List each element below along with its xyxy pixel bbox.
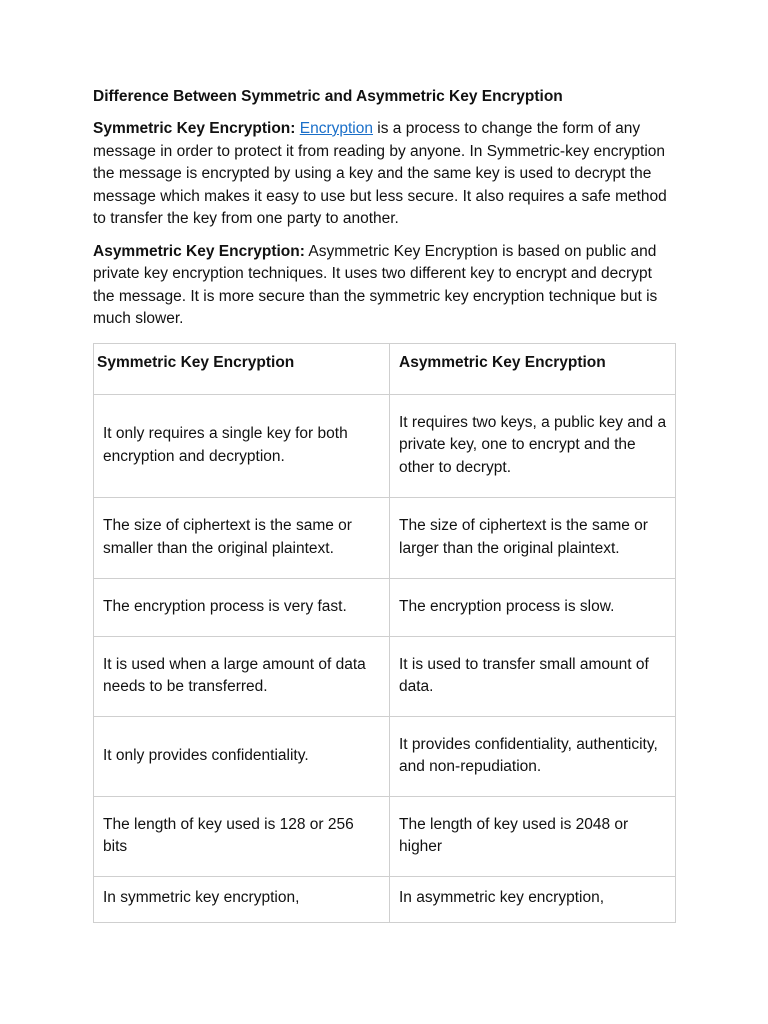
table-row <box>94 394 676 497</box>
table-row <box>94 636 676 716</box>
symmetric-lead: Symmetric Key Encryption: <box>93 120 296 137</box>
cell-asymmetric: It is used to transfer small amount of data. <box>390 636 676 716</box>
cell-asymmetric: The encryption process is slow. <box>390 578 676 636</box>
cell-symmetric: In symmetric key encryption, <box>94 876 390 922</box>
asymmetric-text: Asymmetric Key Encryption is based on public and private key encryption techniques. It uses two different key to encrypt and decrypt the message. It is more secure than the symmetric key encryption technique but is much slower. <box>93 242 658 327</box>
cell-symmetric: The encryption process is very fast. <box>94 578 390 636</box>
cell-asymmetric: The length of key used is 2048 or higher <box>390 796 676 876</box>
cell-symmetric: It only provides confidentiality. <box>94 716 390 796</box>
page-title: Difference Between Symmetric and Asymmetric Key Encryption <box>93 88 563 105</box>
cell-symmetric: The length of key used is 128 or 256 bits <box>94 796 390 876</box>
header-asymmetric: Asymmetric Key Encryption <box>390 343 676 394</box>
table-row <box>94 497 676 578</box>
table-row <box>94 578 676 636</box>
asymmetric-paragraph <box>93 241 675 331</box>
table-row <box>94 716 676 796</box>
cell-symmetric: The size of ciphertext is the same or smaller than the original plaintext. <box>94 497 390 578</box>
cell-asymmetric: In asymmetric key encryption, <box>390 876 676 922</box>
table-row <box>94 876 676 922</box>
header-symmetric: Symmetric Key Encryption <box>94 343 390 394</box>
encryption-link[interactable]: Encryption <box>299 120 373 137</box>
comparison-table <box>93 343 676 923</box>
cell-asymmetric: It requires two keys, a public key and a private key, one to encrypt and the other to decrypt. <box>390 394 676 497</box>
cell-symmetric: It is used when a large amount of data needs to be transferred. <box>94 636 390 716</box>
cell-asymmetric: The size of ciphertext is the same or larger than the original plaintext. <box>390 497 676 578</box>
symmetric-text: is a process to change the form of any message in order to protect it from reading by anyone. In Symmetric-key encryption the message is encrypted by using a key and the same key is used to decrypt the message which makes it easy to use but less secure. It also requires a safe method to transfer the key from one party to another. <box>93 120 667 227</box>
symmetric-paragraph <box>93 118 675 231</box>
asymmetric-lead: Asymmetric Key Encryption: <box>93 242 305 260</box>
cell-symmetric: It only requires a single key for both encryption and decryption. <box>94 394 390 497</box>
table-row <box>94 796 676 876</box>
cell-asymmetric: It provides confidentiality, authenticity, and non-repudiation. <box>390 716 676 796</box>
table-header-row <box>94 343 676 394</box>
